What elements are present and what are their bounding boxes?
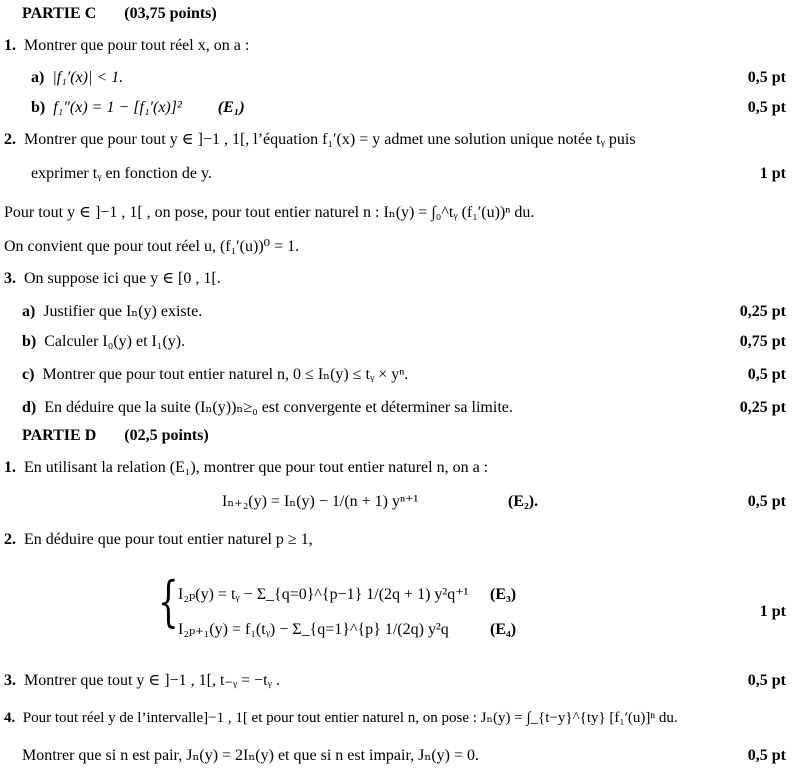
c-question-3a: a) Justifier que Iₙ(y) existe. [22, 303, 203, 320]
d-formula-e4: I₂ₚ₊₁(y) = f₁(tᵧ) − Σ_{q=1}^{p} 1/(2q) y²q [178, 621, 449, 638]
definition-integral: Pour tout y ∈ ]−1 , 1[ , on pose, pour tout entier naturel n : Iₙ(y) = ∫₀^tᵧ (f₁′(u))ⁿ du. [4, 204, 535, 221]
c-q1b-points: 0,5 pt [747, 99, 786, 116]
d-question-3: 3. Montrer que tout y ∈ ]−1 , 1[, t₋ᵧ = −tᵧ . [4, 672, 280, 689]
d-q4-points: 0,5 pt [747, 747, 786, 764]
equation-tag-e4: (E₄) [490, 621, 517, 638]
d-question-2: 2. En déduire que pour tout entier naturel p ≥ 1, [4, 531, 313, 548]
definition-convention: On convient que pour tout réel u, (f₁′(u))⁰ = 1. [4, 238, 300, 255]
equation-tag-e3: (E₃) [490, 586, 517, 603]
c-question-1a: a) |f₁′(x)| < 1. [31, 69, 124, 86]
d-q2-points: 1 pt [759, 603, 786, 620]
c-q3a-points: 0,25 pt [739, 303, 786, 320]
d-formula-e3: I₂ₚ(y) = tᵧ − Σ_{q=0}^{p−1} 1/(2q + 1) y²q⁺¹ [178, 586, 469, 603]
d-question-1: 1. En utilisant la relation (E₁), montrer que pour tout entier naturel n, on a : [4, 459, 489, 476]
equation-tag-e1: (E₁) [217, 99, 245, 116]
c-q3c-points: 0,5 pt [747, 366, 786, 383]
part-d-points: (02,5 points) [124, 427, 209, 444]
d-question-4-cont: Montrer que si n est pair, Jₙ(y) = 2Iₙ(y) et que si n est impair, Jₙ(y) = 0. [22, 747, 479, 764]
c-question-2: 2. Montrer que pour tout y ∈ ]−1 , 1[, l’équation f₁′(x) = y admet une solution unique notée tᵧ puis [4, 131, 636, 148]
c-question-3: 3. On suppose ici que y ∈ [0 , 1[. [4, 270, 221, 287]
equation-tag-e2: (E₂). [508, 493, 539, 510]
c-q3d-points: 0,25 pt [739, 399, 786, 416]
part-c-points: (03,75 points) [124, 5, 217, 22]
part-c-heading: PARTIE C (03,75 points) [22, 5, 217, 22]
c-question-3c: c) Montrer que pour tout entier naturel n, 0 ≤ Iₙ(y) ≤ tᵧ × yⁿ. [22, 366, 409, 383]
c-question-2-cont: exprimer tᵧ en fonction de y. [31, 165, 212, 182]
d-question-4: 4. Pour tout réel y de l’intervalle]−1 , 1[ et pour tout entier naturel n, on pose : Jₙ(y) = ∫_{t−y}^{ty} [f₁′(u)]ⁿ du. [4, 710, 678, 726]
system-brace: { [158, 570, 179, 633]
d-q1-points: 0,5 pt [747, 493, 786, 510]
d-q3-points: 0,5 pt [747, 672, 786, 689]
c-question-3b: b) Calculer I₀(y) et I₁(y). [22, 333, 186, 350]
c-question-1b: b) f₁″(x) = 1 − [f₁′(x)]² (E₁) [31, 99, 245, 116]
c-q3b-points: 0,75 pt [739, 333, 786, 350]
c-question-1: 1. Montrer que pour tout réel x, on a : [4, 37, 250, 54]
c-q1a-points: 0,5 pt [747, 69, 786, 86]
part-d-heading: PARTIE D (02,5 points) [22, 427, 209, 444]
c-question-3d: d) En déduire que la suite (Iₙ(y))ₙ≥₀ est convergente et déterminer sa limite. [22, 399, 513, 416]
c-q2-points: 1 pt [759, 165, 786, 182]
d-formula-e2: Iₙ₊₂(y) = Iₙ(y) − 1/(n + 1) yⁿ⁺¹ [222, 493, 419, 510]
